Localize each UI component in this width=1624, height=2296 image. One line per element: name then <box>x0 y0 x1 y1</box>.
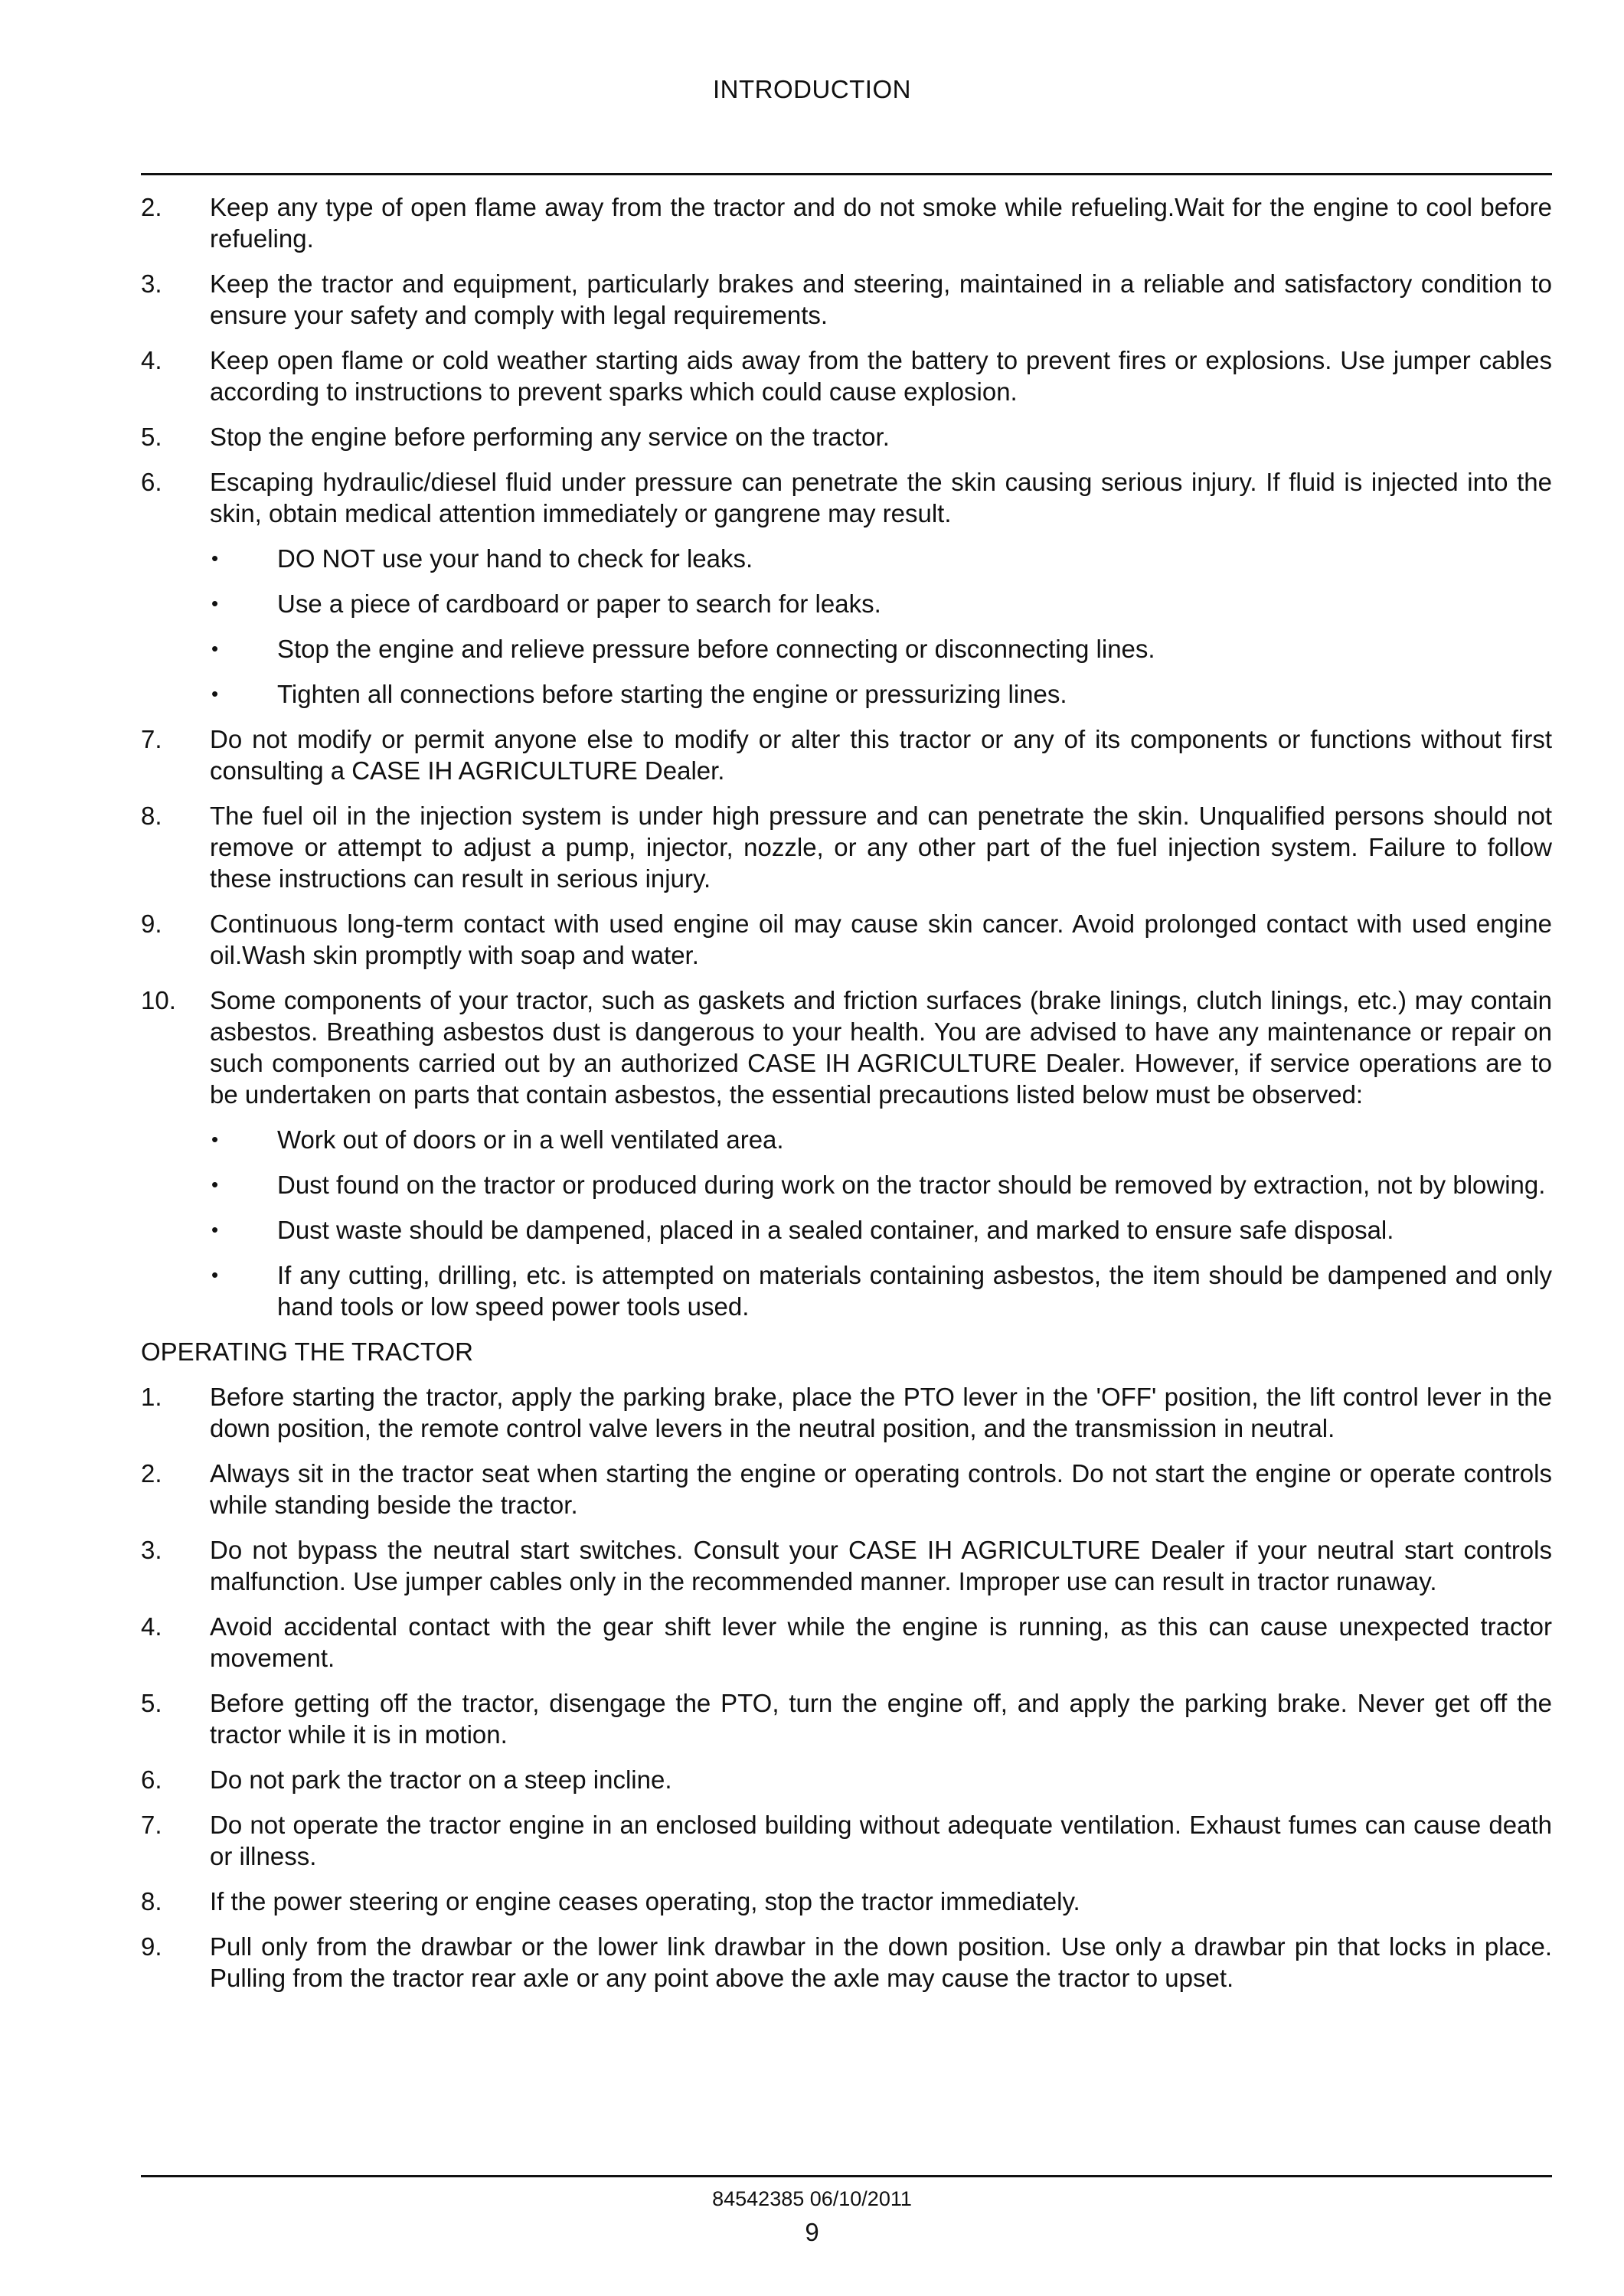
bullet-text: Use a piece of cardboard or paper to search for leaks. <box>277 590 881 618</box>
item-text: The fuel oil in the injection system is under high pressure and can penetrate the skin. Unqualified persons should not remove or attempt to adjust a pump, injector, nozzle, or any other part of the fuel injection system. Failure to follow these instructions can result in serious injury. <box>210 802 1552 893</box>
page-content <box>141 191 1552 2007</box>
bullet-item <box>141 588 1552 619</box>
item-number: 2. <box>141 1459 162 1488</box>
list-item <box>141 985 1552 1110</box>
list-item <box>141 1809 1552 1872</box>
item-text: Escaping hydraulic/diesel fluid under pressure can penetrate the skin causing serious injury. If fluid is injected into the skin, obtain medical attention immediately or gangrene may result. <box>210 468 1552 527</box>
item-text: Do not park the tractor on a steep incline. <box>210 1765 672 1794</box>
item-number: 3. <box>141 1536 162 1564</box>
footer-rule <box>141 2175 1552 2177</box>
operating-list <box>141 1381 1552 1994</box>
bullet-text: Dust waste should be dampened, placed in a sealed container, and marked to ensure safe disposal. <box>277 1216 1394 1244</box>
list-item <box>141 1534 1552 1597</box>
list-item <box>141 1611 1552 1674</box>
item-number: 4. <box>141 1612 162 1641</box>
bullet-item <box>141 1124 1552 1155</box>
bullet-text: Tighten all connections before starting the engine or pressurizing lines. <box>277 680 1067 708</box>
list-item <box>141 421 1552 452</box>
item-number: 9. <box>141 910 162 938</box>
item-number: 7. <box>141 725 162 753</box>
list-item <box>141 723 1552 786</box>
bullet-dot: • <box>211 592 219 615</box>
list-item <box>141 800 1552 894</box>
item-number: 1. <box>141 1383 162 1411</box>
item-number: 10. <box>141 986 176 1014</box>
item-text: Stop the engine before performing any service on the tractor. <box>210 423 890 451</box>
item-text: Pull only from the drawbar or the lower link drawbar in the down position. Use only a drawbar pin that locks in place. Pulling from the tractor rear axle or any point above the axle may cause the tractor to upset. <box>210 1932 1552 1992</box>
item-text: Always sit in the tractor seat when starting the engine or operating controls. Do not start the engine or operate controls while standing beside the tractor. <box>210 1459 1552 1519</box>
list-item <box>141 1764 1552 1795</box>
safety-list-a <box>141 191 1552 529</box>
list-item <box>141 1931 1552 1994</box>
item-text: Keep the tractor and equipment, particularly brakes and steering, maintained in a reliable and satisfactory condition to ensure your safety and comply with legal requirements. <box>210 269 1552 329</box>
bullet-text: If any cutting, drilling, etc. is attempted on materials containing asbestos, the item should be dampened and only hand tools or low speed power tools used. <box>277 1261 1552 1321</box>
bullet-text: Dust found on the tractor or produced during work on the tractor should be removed by extraction, not by blowing. <box>277 1171 1546 1199</box>
header-rule <box>141 173 1552 175</box>
item-number: 5. <box>141 1689 162 1717</box>
list-item <box>141 1886 1552 1917</box>
bullet-text: Stop the engine and relieve pressure before connecting or disconnecting lines. <box>277 635 1155 663</box>
item-number: 6. <box>141 468 162 496</box>
item-number: 8. <box>141 1887 162 1916</box>
bullet-dot: • <box>211 1263 219 1286</box>
page-number: 9 <box>805 2218 819 2246</box>
document-code: 84542385 06/10/2011 <box>712 2187 912 2210</box>
list-item <box>141 1687 1552 1750</box>
bullet-item <box>141 1259 1552 1322</box>
bullet-dot: • <box>211 1173 219 1196</box>
bullet-item <box>141 633 1552 665</box>
bullet-item <box>141 678 1552 710</box>
bullet-item <box>141 1214 1552 1246</box>
list-item <box>141 268 1552 331</box>
bullet-dot: • <box>211 637 219 660</box>
list-item <box>141 466 1552 529</box>
item-number: 6. <box>141 1765 162 1794</box>
item-text: Do not operate the tractor engine in an enclosed building without adequate ventilation. Exhaust fumes can cause death or illness. <box>210 1811 1552 1870</box>
bullet-list-fluid <box>141 543 1552 710</box>
safety-list-b <box>141 723 1552 1110</box>
item-text: Some components of your tractor, such as gaskets and friction surfaces (brake linings, clutch linings, etc.) may contain asbestos. Breathing asbestos dust is dangerous to your health. You are advised to have any maintenance or repair on such components carried out by an authorized CASE IH AGRICULTURE Dealer. However, if service operations are to be undertaken on parts that contain asbestos, the essential precautions listed below must be observed: <box>210 986 1552 1109</box>
bullet-dot: • <box>211 682 219 705</box>
bullet-text: DO NOT use your hand to check for leaks. <box>277 544 753 573</box>
list-item <box>141 1381 1552 1444</box>
item-number: 3. <box>141 269 162 298</box>
section-heading-operating: OPERATING THE TRACTOR <box>141 1337 473 1366</box>
page-header-title: INTRODUCTION <box>713 75 911 103</box>
list-item <box>141 345 1552 407</box>
item-number: 9. <box>141 1932 162 1961</box>
bullet-item <box>141 543 1552 574</box>
item-text: Keep open flame or cold weather starting aids away from the battery to prevent fires or explosions. Use jumper cables according to instructions to prevent sparks which could cause explosion. <box>210 346 1552 406</box>
list-item <box>141 1458 1552 1520</box>
item-number: 7. <box>141 1811 162 1839</box>
item-text: Keep any type of open flame away from the tractor and do not smoke while refueling.Wait for the engine to cool before refueling. <box>210 193 1552 253</box>
bullet-item <box>141 1169 1552 1200</box>
item-text: If the power steering or engine ceases operating, stop the tractor immediately. <box>210 1887 1080 1916</box>
bullet-list-asbestos <box>141 1124 1552 1322</box>
list-item <box>141 191 1552 254</box>
bullet-dot: • <box>211 1128 219 1151</box>
item-number: 8. <box>141 802 162 830</box>
item-number: 4. <box>141 346 162 374</box>
item-text: Avoid accidental contact with the gear shift lever while the engine is running, as this can cause unexpected tractor movement. <box>210 1612 1552 1672</box>
list-item <box>141 908 1552 971</box>
item-body <box>210 466 1552 529</box>
item-number: 2. <box>141 193 162 221</box>
item-text: Continuous long-term contact with used engine oil may cause skin cancer. Avoid prolonged contact with used engine oil.Wash skin promptly with soap and water. <box>210 910 1552 969</box>
item-text: Do not modify or permit anyone else to modify or alter this tractor or any of its components or functions without first consulting a CASE IH AGRICULTURE Dealer. <box>210 725 1552 785</box>
item-number: 5. <box>141 423 162 451</box>
item-text: Do not bypass the neutral start switches. Consult your CASE IH AGRICULTURE Dealer if your neutral start controls malfunction. Use jumper cables only in the recommended manner. Improper use can result in tractor runaway. <box>210 1536 1552 1595</box>
bullet-dot: • <box>211 547 219 570</box>
bullet-text: Work out of doors or in a well ventilated area. <box>277 1125 784 1154</box>
item-text: Before getting off the tractor, disengage the PTO, turn the engine off, and apply the parking brake. Never get off the tractor while it is in motion. <box>210 1689 1552 1749</box>
bullet-dot: • <box>211 1218 219 1241</box>
item-text: Before starting the tractor, apply the parking brake, place the PTO lever in the 'OFF' position, the lift control lever in the down position, the remote control valve levers in the neutral position, and the transmission in neutral. <box>210 1383 1552 1442</box>
